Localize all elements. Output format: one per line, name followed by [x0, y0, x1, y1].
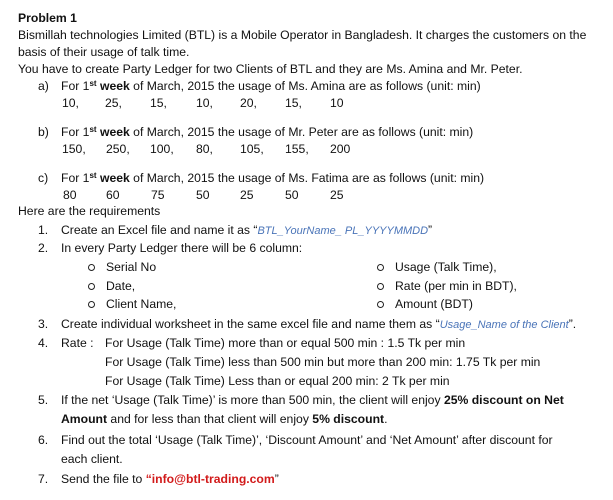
column-item: Rate (per min in BDT),: [395, 279, 517, 293]
week-b-value: 105,: [240, 142, 264, 156]
week-a-value: 10: [330, 96, 344, 110]
problem-title: Problem 1: [18, 11, 77, 25]
intro-line-3: You have to create Party Ledger for two Clients of BTL and they are Ms. Amina and Mr. Peter.: [18, 62, 523, 76]
email-link[interactable]: info@btl-trading.com: [151, 472, 275, 486]
req-3-number: 3.: [38, 317, 49, 331]
week-b-value: 200: [330, 142, 351, 156]
week-b-value: 250,: [106, 142, 130, 156]
week-b-text: For 1st week of March, 2015 the usage of Mr. Peter are as follows (unit: min): [61, 125, 474, 139]
week-a-value: 15,: [285, 96, 302, 110]
bullet-icon: [377, 301, 384, 308]
req-1-number: 1.: [38, 223, 49, 237]
requirements-heading: Here are the requirements: [18, 204, 161, 218]
rate-line: For Usage (Talk Time) less than 500 min but more than 200 min: 1.75 Tk per min: [105, 355, 541, 369]
week-c-value: 50: [285, 188, 299, 202]
column-item: Amount (BDT): [395, 297, 473, 311]
req-4-number: 4.: [38, 336, 49, 350]
column-item: Serial No: [106, 260, 157, 274]
bullet-icon: [88, 301, 95, 308]
week-a-value: 20,: [240, 96, 257, 110]
req-5-line-2: Amount and for less than that client will enjoy 5% discount.: [61, 412, 388, 426]
week-a-value: 10,: [196, 96, 213, 110]
week-c-text: For 1st week of March, 2015 the usage of Ms. Fatima are as follows (unit: min): [61, 171, 485, 185]
column-item: Client Name,: [106, 297, 177, 311]
bullet-icon: [88, 264, 95, 271]
week-c-letter: c): [38, 171, 49, 185]
bullet-icon: [377, 283, 384, 290]
week-a-text: For 1st week of March, 2015 the usage of Ms. Amina are as follows (unit: min): [61, 79, 481, 93]
week-a-value: 25,: [105, 96, 122, 110]
rate-line: For Usage (Talk Time) Less than or equal 200 min: 2 Tk per min: [105, 374, 450, 388]
req-3-text: Create individual worksheet in the same excel file and name them as “Usage_Name of the Client”.: [61, 317, 577, 331]
week-a-value: 15,: [150, 96, 167, 110]
week-b-value: 155,: [285, 142, 309, 156]
req-1-text: Create an Excel file and name it as “BTL_YourName_ PL_YYYYMMDD”: [61, 223, 433, 237]
worksheet-name-pattern: Usage_Name of the Client: [439, 319, 569, 331]
bullet-icon: [377, 264, 384, 271]
req-6-line-2: each client.: [61, 452, 123, 466]
req-7-number: 7.: [38, 472, 49, 486]
req-5-line-1: If the net ‘Usage (Talk Time)’ is more than 500 min, the client will enjoy 25% discount on Net: [61, 393, 564, 407]
req-7-text: Send the file to “info@btl-trading.com”: [61, 472, 279, 486]
column-item: Usage (Talk Time),: [395, 260, 497, 274]
week-a-letter: a): [38, 79, 49, 93]
req-2-text: In every Party Ledger there will be 6 column:: [61, 241, 303, 255]
week-b-value: 100,: [150, 142, 174, 156]
req-2-number: 2.: [38, 241, 49, 255]
file-name-pattern: BTL_YourName_ PL_YYYYMMDD: [257, 225, 429, 237]
rate-line: For Usage (Talk Time) more than or equal 500 min : 1.5 Tk per min: [105, 336, 466, 350]
rate-label: Rate :: [61, 336, 94, 350]
week-c-value: 60: [106, 188, 120, 202]
column-item: Date,: [106, 279, 136, 293]
intro-line-2: basis of their usage of talk time.: [18, 45, 190, 59]
req-6-number: 6.: [38, 433, 49, 447]
intro-line-1: Bismillah technologies Limited (BTL) is a Mobile Operator in Bangladesh. It charges the customers on the: [18, 28, 587, 42]
week-b-value: 150,: [62, 142, 86, 156]
week-c-value: 50: [196, 188, 210, 202]
bullet-icon: [88, 283, 95, 290]
req-6-line-1: Find out the total ‘Usage (Talk Time)’, ‘Discount Amount’ and ‘Net Amount’ after discount for: [61, 433, 553, 447]
week-c-value: 80: [63, 188, 77, 202]
week-c-value: 25: [330, 188, 344, 202]
week-b-letter: b): [38, 125, 49, 139]
week-c-value: 75: [151, 188, 165, 202]
req-5-number: 5.: [38, 393, 49, 407]
week-b-value: 80,: [196, 142, 213, 156]
week-a-value: 10,: [62, 96, 79, 110]
week-c-value: 25: [240, 188, 254, 202]
